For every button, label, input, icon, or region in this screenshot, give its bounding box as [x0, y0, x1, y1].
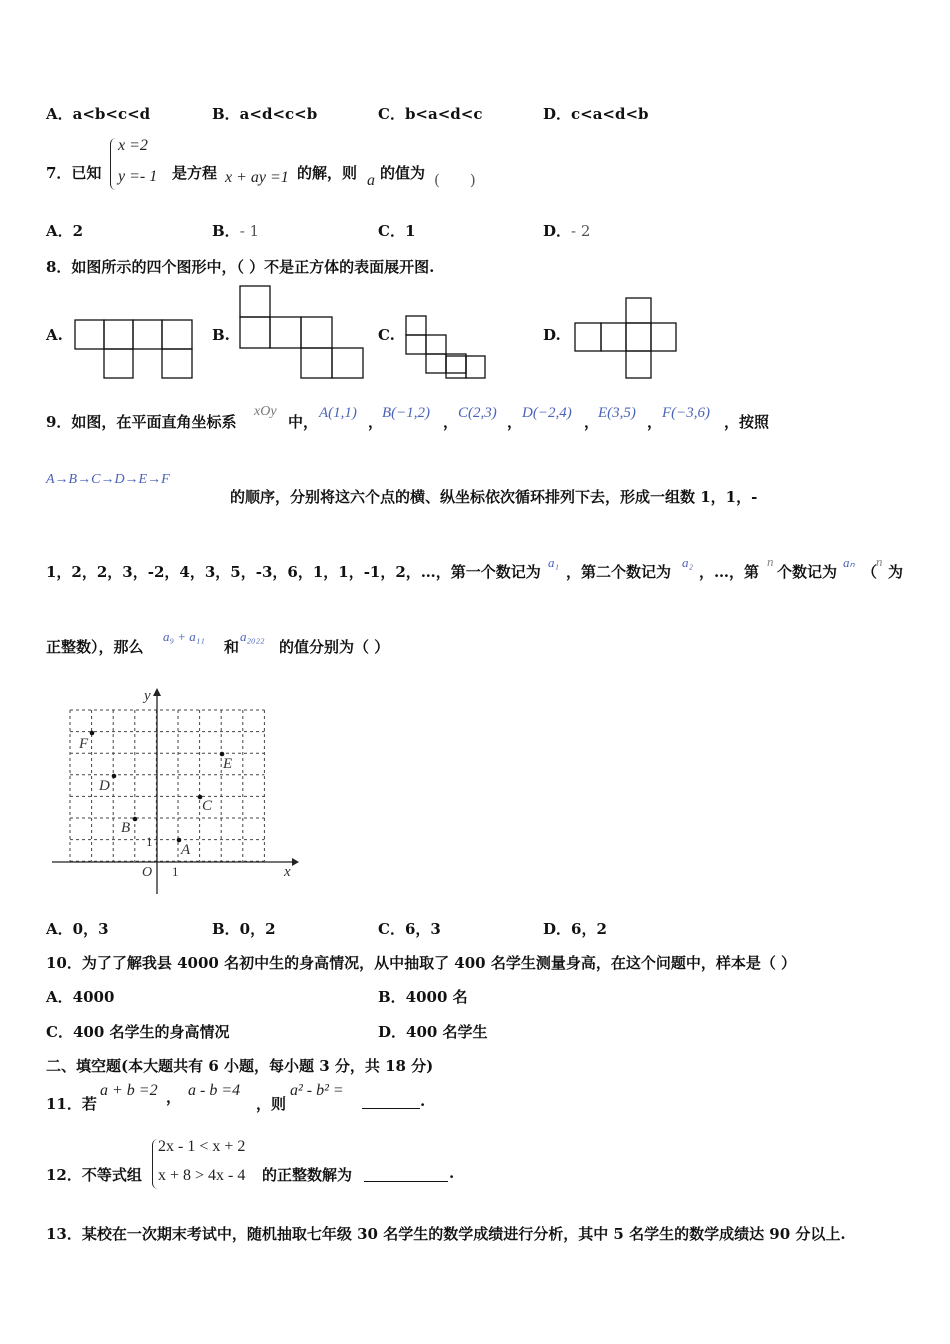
- q9-xoy: xOy: [254, 404, 277, 419]
- q8-net-d: [575, 298, 676, 378]
- point-b-dot: [133, 817, 138, 822]
- q9-option-c: C．6，3: [378, 920, 441, 938]
- q9-expr-1: a₉ + a₁₁: [163, 629, 205, 644]
- q9-line-3a: 1，2，2，3，-2，4，3，5，-3，6，1，1，-1，2，…，第一个数记为: [46, 563, 541, 581]
- q9-sep-3: ，: [507, 413, 523, 431]
- q9-lead: 9．如图，在平面直角坐标系: [46, 413, 237, 431]
- q9-a1: a₁: [548, 555, 560, 570]
- q7-equation: x + ay =1: [225, 169, 289, 186]
- q11-expression: a² - b² =: [290, 1082, 344, 1099]
- y-axis-arrow: [153, 688, 161, 696]
- q9-point-a: A(1,1): [319, 405, 357, 421]
- point-c-label: C: [202, 798, 213, 814]
- q9-an: aₙ: [843, 555, 855, 570]
- q12-tail: 的正整数解为: [262, 1166, 353, 1184]
- q10-option-b: B．4000 名: [378, 988, 468, 1006]
- section-2-heading: 二、填空题(本大题共有 6 小题，每小题 3 分，共 18 分): [46, 1057, 434, 1075]
- q9-he: 和: [224, 638, 240, 656]
- point-b-label: B: [121, 820, 131, 836]
- q9-line-3f: 为: [888, 563, 904, 581]
- origin-label: O: [142, 865, 153, 880]
- q9-n-2: n: [876, 554, 883, 569]
- point-d-dot: [112, 774, 117, 779]
- q9-line-3d: 个数记为: [777, 563, 838, 581]
- q12-number: 12．不等式组: [46, 1166, 142, 1184]
- q8-label-b: B.: [212, 326, 230, 344]
- q7-text-2: 的解，则: [297, 164, 358, 182]
- q7-number: 7．已知: [46, 164, 102, 182]
- q9-sep-5: ，: [647, 413, 663, 431]
- q13-question: 13．某校在一次期末考试中，随机抽取七年级 30 名学生的数学成绩进行分析，其中 5 名学生的数学成绩达 90 分以上.: [46, 1225, 846, 1243]
- q7-paren: ( ): [434, 171, 476, 189]
- q8-cube-nets: [0, 0, 950, 400]
- x-axis-arrow: [292, 858, 299, 866]
- q9-option-b: B．0，2: [212, 920, 276, 938]
- q7-option-a: A．2: [46, 222, 84, 240]
- q7-option-b-letter: B．: [212, 222, 240, 240]
- y-axis-label: y: [144, 688, 151, 704]
- q10-option-d: D．400 名学生: [378, 1023, 488, 1041]
- q9-line-4a: 正整数），那么: [46, 638, 144, 656]
- x-unit-label: 1: [172, 864, 179, 879]
- q11-answer-blank[interactable]: [362, 1090, 420, 1109]
- q6-option-a: A．a<b<c<d: [46, 105, 151, 123]
- q11-eq-1: a + b =2: [100, 1082, 158, 1099]
- q6-option-d: D．c<a<d<b: [543, 105, 649, 123]
- q9-option-d: D．6，2: [543, 920, 607, 938]
- q9-anzhao: ，按照: [724, 413, 770, 431]
- q9-a2: a₂: [682, 555, 694, 570]
- q7-system-eq1: x =2: [118, 137, 148, 154]
- q10-question: 10．为了了解我县 4000 名初中生的身高情况，从中抽取了 400 名学生测量身高，在这个问题中，样本是（ ）: [46, 954, 797, 972]
- q8-question: 8．如图所示的四个图形中，（ ）不是正方体的表面展开图.: [46, 258, 435, 276]
- q9-point-d: D(−2,4): [522, 405, 572, 421]
- q9-line-3c: ，…，第: [699, 563, 760, 581]
- q12-end: .: [449, 1164, 455, 1182]
- q9-n: n: [767, 554, 774, 569]
- q7-system-eq2: y =- 1: [118, 168, 158, 185]
- q6-option-b: B．a<d<c<b: [212, 105, 318, 123]
- point-d-label: D: [99, 778, 110, 794]
- point-e-label: E: [223, 756, 233, 772]
- point-f-label: F: [79, 736, 89, 752]
- q9-expr-2: a₂₀₂₂: [240, 629, 265, 644]
- q11-number: 11．若: [46, 1095, 97, 1113]
- q9-point-c: C(2,3): [458, 405, 497, 421]
- q9-sep-4: ，: [584, 413, 600, 431]
- q9-point-b: B(−1,2): [382, 405, 431, 421]
- q11-then: ，则: [256, 1095, 287, 1113]
- q9-point-f: F(−3,6): [662, 405, 711, 421]
- q9-coordinate-graph: [44, 684, 304, 899]
- q8-net-b: [240, 286, 363, 378]
- q7-option-b-value: - 1: [239, 222, 260, 240]
- q8-net-a: [75, 320, 192, 378]
- q9-option-a: A．0，3: [46, 920, 109, 938]
- point-f-dot: [90, 731, 95, 736]
- q7-option-d-value: - 2: [571, 222, 591, 240]
- q8-label-d: D.: [543, 326, 561, 344]
- q7-variable: a: [367, 172, 375, 189]
- y-unit-label: 1: [146, 834, 153, 849]
- q12-answer-blank[interactable]: [364, 1163, 448, 1182]
- q8-net-c: [406, 316, 485, 378]
- q7-option-d-letter: D．: [543, 222, 572, 240]
- q9-point-e: E(3,5): [598, 405, 636, 421]
- q7-text-3: 的值为: [380, 164, 426, 182]
- q12-inequality-1: 2x - 1 < x + 2: [158, 1138, 246, 1155]
- q7-text-1: 是方程: [172, 164, 218, 182]
- q9-zhong: 中，: [288, 413, 319, 431]
- point-a-label: A: [181, 842, 191, 858]
- q9-sep-2: ，: [443, 413, 459, 431]
- q9-order: A→B→C→D→E→F: [46, 472, 170, 487]
- q9-line-3b: ，第二个数记为: [566, 563, 672, 581]
- q6-option-c: C．b<a<d<c: [378, 105, 483, 123]
- q11-comma: ，: [166, 1088, 182, 1106]
- q11-eq-2: a - b =4: [188, 1082, 241, 1099]
- q9-line-3e: （: [862, 563, 878, 581]
- q9-line-4b: 的值分别为（ ）: [279, 638, 390, 656]
- q7-option-c: C．1: [378, 222, 416, 240]
- q10-option-a: A．4000: [46, 988, 115, 1006]
- q8-label-a: A.: [46, 326, 63, 344]
- q8-label-c: C.: [378, 326, 395, 344]
- q9-points: [78, 731, 232, 858]
- x-axis-label: x: [284, 864, 291, 880]
- q9-line-2: 的顺序，分别将这六个点的横、纵坐标依次循环排列下去，形成一组数 1，1，-: [230, 488, 758, 506]
- q12-inequality-2: x + 8 > 4x - 4: [158, 1167, 246, 1184]
- q11-end: .: [420, 1092, 426, 1110]
- q9-sep-1: ，: [368, 413, 384, 431]
- q10-option-c: C．400 名学生的身高情况: [46, 1023, 230, 1041]
